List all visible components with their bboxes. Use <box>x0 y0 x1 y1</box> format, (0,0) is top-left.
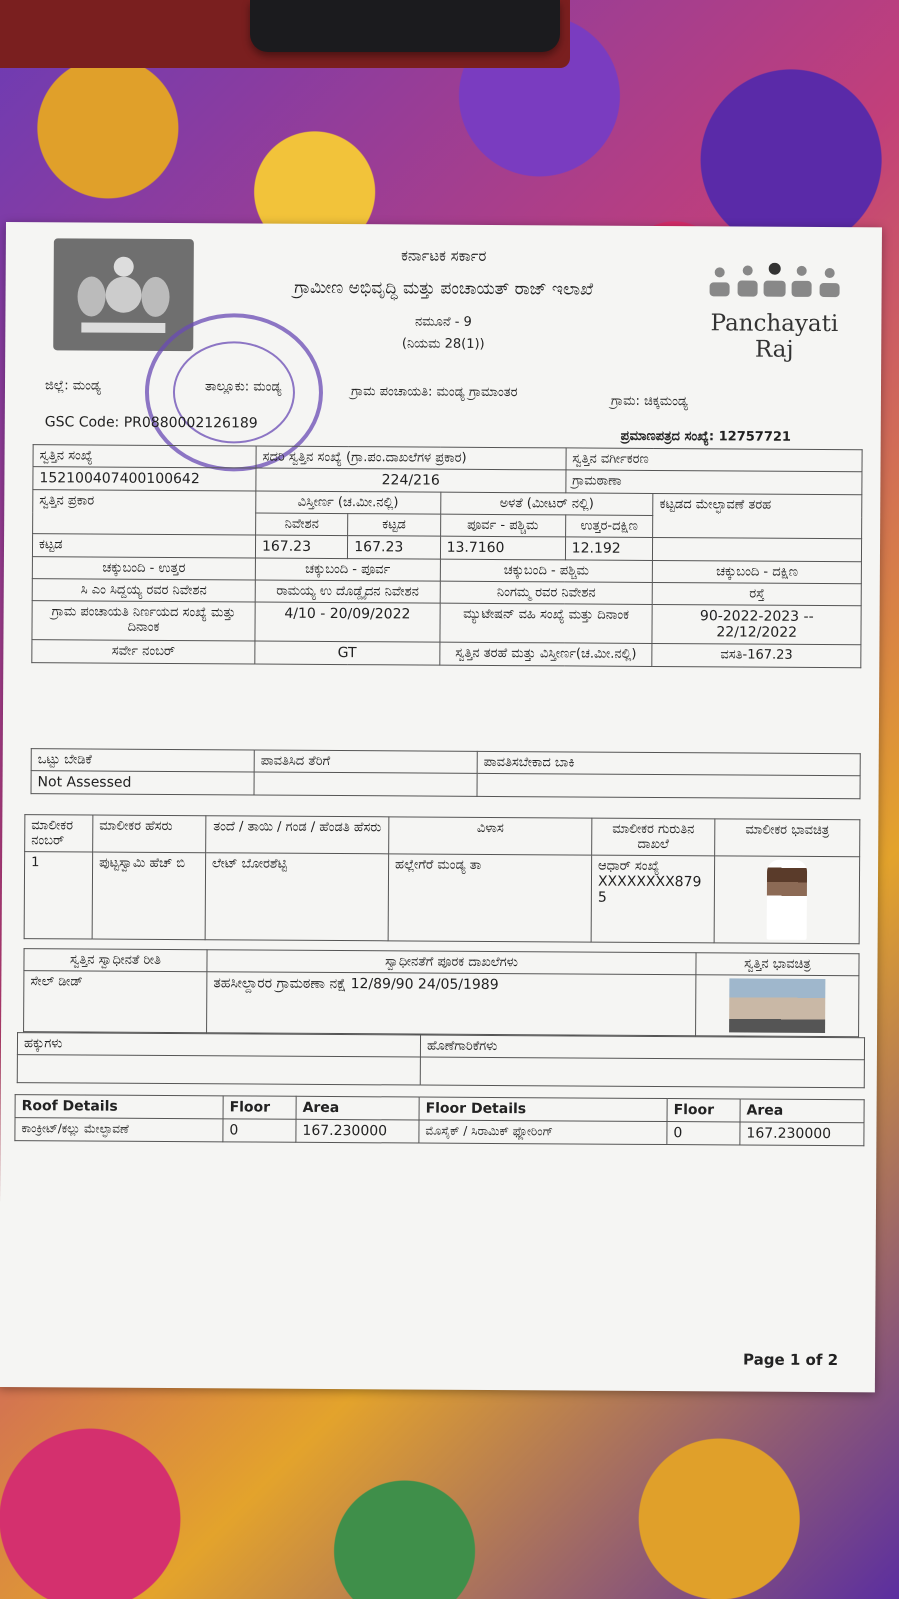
h-site: ನಿವೇಶನ <box>256 513 348 536</box>
h-east: ಚಕ್ಕುಬಂದಿ - ಪೂರ್ವ <box>255 558 440 581</box>
taluk: ತಾಲ್ಲೂಕು: ಮಂಡ್ಯ <box>204 379 282 395</box>
h-area: ವಿಸ್ತೀರ್ಣ (ಚ.ಮೀ.ನಲ್ಲಿ) <box>256 491 441 514</box>
h-survey: ಸರ್ವೇ ನಂಬರ್ <box>32 640 255 664</box>
h-due: ಪಾವತಿಸಬೇಕಾದ ಬಾಕಿ <box>477 751 860 775</box>
h-paid: ಪಾವತಿಸಿದ ತೆರಿಗೆ <box>254 750 477 773</box>
h-owner-no: ಮಾಲೀಕರ ನಂಬರ್ <box>25 815 93 852</box>
h-ew: ಪೂರ್ವ - ಪಶ್ಚಿಮ <box>440 514 565 537</box>
acquisition-table <box>23 948 859 1037</box>
ns-dimension: 12.192 <box>565 537 653 561</box>
h-ns: ಉತ್ತರ-ದಕ್ಷಿಣ <box>565 515 653 538</box>
roof: ಕಾಂಕ್ರೀಟ್/ಕಲ್ಲು ಮೇಲ್ಛಾವಣೆ <box>15 1118 223 1142</box>
logo-text: Panchayati Raj <box>710 310 839 363</box>
h-rights: ಹಕ್ಕುಗಳು <box>17 1033 420 1057</box>
certificate-number: ಪ್ರಮಾಣಪತ್ರದ ಸಂಖ್ಯೆ: 12757721 <box>620 428 792 445</box>
h-id: ಮಾಲೀಕರ ಗುರುತಿನ ದಾಖಲೆ <box>592 818 715 856</box>
h-owner-photo: ಮಾಲೀಕರ ಭಾವಚಿತ್ರ <box>715 819 860 857</box>
property-table <box>31 444 862 668</box>
gsc-code: GSC Code: PR0880002126189 <box>44 414 258 432</box>
roof-floor: 0 <box>223 1119 296 1142</box>
site-area: 167.23 <box>255 535 347 559</box>
floor-area: 167.230000 <box>740 1122 864 1146</box>
prop-photo-cell <box>696 975 859 1037</box>
page-number: Page 1 of 2 <box>743 1350 839 1370</box>
h-west: ಚಕ್ಕುಬಂದಿ - ಪಶ್ಚಿಮ <box>440 559 653 582</box>
h-nature: ಸ್ವತ್ತಿನ ತರಹೆ ಮತ್ತು ವಿಸ್ತೀರ್ಣ(ಚ.ಮೀ.ನಲ್ಲಿ) <box>439 642 652 666</box>
h-class: ಸ್ವತ್ತಿನ ವರ್ಗೀಕರಣ <box>566 448 862 472</box>
owner-photo <box>767 860 807 940</box>
class: ಗ್ರಾಮಠಾಣಾ <box>566 470 862 495</box>
h-mode: ಸ್ವತ್ತಿನ ಸ್ವಾಧೀನತೆ ರೀತಿ <box>24 949 207 972</box>
h-docs: ಸ್ವಾಧೀನತೆಗೆ ಪೂರಕ ದಾಖಲೆಗಳು <box>207 950 696 975</box>
prop-no: 152100407400100642 <box>33 467 256 491</box>
h-roof-details: Roof Details <box>15 1095 223 1119</box>
south: ರಸ್ತೆ <box>653 582 862 605</box>
h-prop-photo: ಸ್ವತ್ತಿನ ಭಾವಚಿತ್ರ <box>696 953 859 976</box>
rule-number: (ನಿಯಮ 28(1)) <box>401 336 485 352</box>
owner-photo-cell <box>714 856 860 944</box>
relation: ಲೇಟ್ ಬೋರಶೆಟ್ಟಿ <box>205 853 389 941</box>
mutation: 90-2022-2023 -- 22/12/2022 <box>652 604 861 644</box>
type: ಕಟ್ಟಡ <box>32 534 255 558</box>
people-icon <box>700 262 850 303</box>
gov-title: ಕರ್ನಾಟಕ ಸರ್ಕಾರ <box>401 246 487 265</box>
docs: ತಹಸೀಲ್ದಾರರ ಗ್ರಾಮಠಣಾ ನಕ್ಷೆ 12/89/90 24/05/1989 <box>207 972 696 1036</box>
survey: GT <box>255 641 440 665</box>
tax-table <box>31 748 861 799</box>
h-mutation: ಮ್ಯುಟೇಷನ್ ವಹಿ ಸಂಖ್ಯೆ ಮತ್ತು ದಿನಾಂಕ <box>440 603 653 643</box>
h-demand: ಒಟ್ಟು ಬೇಡಿಕೆ <box>31 749 254 772</box>
h-south: ಚಕ್ಕುಬಂದಿ - ದಕ್ಷಿಣ <box>653 560 862 583</box>
district: ಜಿಲ್ಲೆ: ಮಂಡ್ಯ <box>44 378 101 394</box>
certificate-paper <box>0 222 882 1392</box>
phone <box>250 0 560 52</box>
rights-table <box>17 1032 865 1088</box>
old-no: 224/216 <box>256 468 566 493</box>
form-number: ನಮೂನೆ - 9 <box>414 314 472 330</box>
id-type: ಆಧಾರ್ ಸಂಖ್ಯೆ <box>598 858 660 875</box>
id-value: XXXXXXXX8795 <box>597 873 702 906</box>
h-floor-area: Area <box>740 1099 864 1123</box>
h-prop-no: ಸ್ವತ್ತಿನ ಸಂಖ್ಯೆ <box>33 445 256 468</box>
h-floor-details: Floor Details <box>419 1097 667 1122</box>
owner-name: ಪುಟ್ಟಸ್ವಾಮಿ ಹೆಚ್ ಬಿ <box>92 852 206 940</box>
h-address: ವಿಳಾಸ <box>389 817 592 855</box>
id-cell <box>591 855 715 943</box>
h-gp-decision: ಗ್ರಾಮ ಪಂಚಾಯತಿ ನಿರ್ಣಯದ ಸಂಖ್ಯೆ ಮತ್ತು ದಿನಾಂಕ <box>32 601 255 641</box>
h-type: ಸ್ವತ್ತಿನ ಪ್ರಕಾರ <box>33 490 256 535</box>
owner-table <box>24 814 861 944</box>
h-liabilities: ಹೊಣೆಗಾರಿಕೆಗಳು <box>420 1035 864 1060</box>
east: ರಾಮಯ್ಯ ಉ ದೊಡ್ಡೈದನ ನಿವೇಶನ <box>255 580 440 603</box>
village: ಗ್ರಾಮ: ಚಿಕ್ಕಮಂಡ್ಯ <box>610 393 689 410</box>
address: ಹಲ್ಲೇಗೆರೆ ಮಂಡ್ಯ ತಾ <box>388 854 592 942</box>
ew-dimension: 13.7160 <box>440 536 565 560</box>
h-roof-type: ಕಟ್ಟಡದ ಮೇಲ್ಛಾವಣೆ ತರಹ <box>653 493 862 538</box>
roof-area: 167.230000 <box>296 1119 419 1143</box>
dept-title: ಗ್ರಾಮೀಣ ಅಭಿವೃದ್ಧಿ ಮತ್ತು ಪಂಚಾಯತ್ ರಾಜ್ ಇಲಾಖೆ <box>294 277 594 300</box>
h-relation: ತಂದೆ / ತಾಯಿ / ಗಂಡ / ಹೆಂಡತಿ ಹೆಸರು <box>206 816 389 854</box>
h-roof-area: Area <box>296 1096 419 1120</box>
h-old-no: ಸದರಿ ಸ್ವತ್ತಿನ ಸಂಖ್ಯೆ (ಗ್ರಾ.ಪಂ.ದಾಖಲೆಗಳ ಪ್ರಕಾರ) <box>256 446 566 470</box>
north: ಸಿ ಎಂ ಸಿದ್ದಯ್ಯ ರವರ ನಿವೇಶನ <box>32 579 255 602</box>
owner-no: 1 <box>24 852 93 939</box>
h-north: ಚಕ್ಕುಬಂದಿ - ಉತ್ತರ <box>32 557 255 580</box>
nature: ವಸತಿ-167.23 <box>652 643 861 667</box>
h-building: ಕಟ್ಟಡ <box>348 514 440 537</box>
h-floor-floor: Floor <box>667 1099 740 1122</box>
demand: Not Assessed <box>31 771 254 795</box>
property-photo <box>729 978 825 1033</box>
h-dim: ಅಳತೆ (ಮೀಟರ್ ನಲ್ಲಿ) <box>440 492 653 515</box>
mode: ಸೇಲ್ ಡೀಡ್ <box>24 971 207 1033</box>
details-table <box>14 1094 864 1146</box>
h-roof-floor: Floor <box>223 1096 296 1119</box>
floor: ಮೊಸೈಕ್ / ಸಿರಾಮಿಕ್ ಫ್ಲೋರಿಂಗ್ <box>419 1120 667 1145</box>
building-area: 167.23 <box>348 536 440 560</box>
floor-floor: 0 <box>667 1122 740 1145</box>
panchayati-raj-logo <box>699 262 850 363</box>
gram-panchayat: ಗ್ರಾಮ ಪಂಚಾಯತಿ: ಮಂಡ್ಯ ಗ್ರಾಮಾಂತರ <box>350 384 518 401</box>
west: ನಿಂಗಮ್ಮ ರವರ ನಿವೇಶನ <box>440 581 653 604</box>
h-owner-name: ಮಾಲೀಕರ ಹೆಸರು <box>93 815 206 853</box>
gp-decision: 4/10 - 20/09/2022 <box>255 602 440 642</box>
